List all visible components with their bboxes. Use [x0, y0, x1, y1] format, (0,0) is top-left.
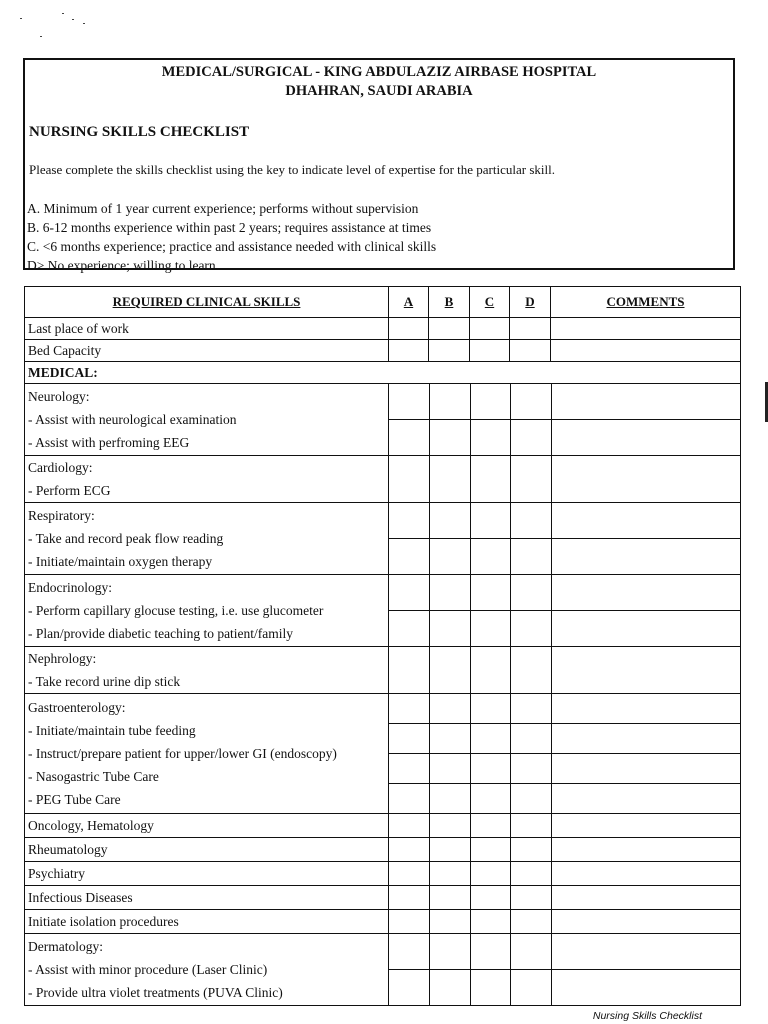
check-row [389, 724, 741, 754]
table-row [25, 318, 741, 340]
skill-item: - Provide ultra violet treatments (PUVA Clinic) [28, 985, 283, 1000]
top-row-0-level-a-checkbox[interactable] [389, 318, 429, 340]
category-row [25, 886, 741, 910]
category-cell [25, 456, 389, 503]
comments-cell[interactable] [551, 539, 741, 575]
level-c-checkbox[interactable] [470, 886, 510, 909]
level-d-checkbox[interactable] [510, 784, 551, 814]
level-a-checkbox[interactable] [389, 611, 429, 647]
top-row-1-level-d-checkbox[interactable] [510, 340, 551, 362]
category-checks-cell [389, 384, 741, 456]
category-cell [25, 384, 389, 456]
skills-table-body [25, 318, 741, 1006]
scan-speck [72, 19, 74, 20]
level-a-checkbox[interactable] [389, 814, 429, 837]
category-cell [25, 814, 389, 838]
level-c-checkbox[interactable] [470, 862, 510, 885]
category-checks-cell [389, 886, 741, 910]
category-cell [25, 934, 389, 1006]
scan-speck [20, 18, 22, 19]
category-row [25, 503, 741, 575]
scan-speck [40, 36, 42, 37]
level-a-checkbox[interactable] [389, 503, 429, 539]
check-row [389, 814, 741, 837]
section-row [25, 362, 741, 384]
level-c-checkbox[interactable] [470, 539, 510, 575]
category-title: Neurology: [28, 389, 90, 404]
skill-item: - Assist with neurological examination [28, 412, 237, 427]
level-c-checkbox[interactable] [470, 420, 510, 456]
check-row [389, 611, 741, 647]
level-d-checkbox[interactable] [510, 886, 551, 909]
comments-cell[interactable] [551, 886, 741, 909]
category-cell [25, 862, 389, 886]
col-header-d: D [510, 287, 551, 318]
level-a-checkbox[interactable] [389, 754, 429, 784]
category-title: Oncology, Hematology [28, 818, 154, 833]
category-checks-cell [389, 456, 741, 503]
category-row [25, 814, 741, 838]
skill-item: - Initiate/maintain tube feeding [28, 723, 196, 738]
key-item-c: C. <6 months experience; practice and assistance needed with clinical skills [27, 239, 437, 254]
comments-cell[interactable] [551, 970, 741, 1006]
category-checks-cell [389, 694, 741, 814]
level-c-checkbox[interactable] [470, 784, 510, 814]
top-row-1-comments-cell[interactable] [551, 340, 741, 362]
category-row [25, 862, 741, 886]
skill-item: - Initiate/maintain oxygen therapy [28, 554, 213, 569]
category-row [25, 694, 741, 814]
category-cell [25, 647, 389, 694]
level-c-checkbox[interactable] [470, 456, 510, 502]
category-checks-cell [389, 814, 741, 838]
category-title: Gastroenterology: [28, 700, 126, 715]
category-title: Respiratory: [28, 508, 95, 523]
level-b-checkbox[interactable] [429, 503, 470, 539]
level-d-checkbox[interactable] [510, 420, 551, 456]
level-a-checkbox[interactable] [389, 647, 429, 693]
category-row [25, 384, 741, 456]
category-cell [25, 503, 389, 575]
level-b-checkbox[interactable] [429, 886, 470, 909]
level-d-checkbox[interactable] [510, 575, 551, 611]
check-row [389, 910, 741, 933]
comments-cell[interactable] [551, 575, 741, 611]
table-header-row [25, 287, 741, 318]
level-a-checkbox[interactable] [389, 838, 429, 861]
category-title: Rheumatology [28, 842, 108, 857]
level-a-checkbox[interactable] [389, 456, 429, 502]
level-d-checkbox[interactable] [510, 539, 551, 575]
category-checks-cell [389, 910, 741, 934]
level-c-checkbox[interactable] [470, 647, 510, 693]
check-row [389, 420, 741, 456]
comments-cell[interactable] [551, 694, 741, 724]
comments-cell[interactable] [551, 814, 741, 837]
check-row [389, 539, 741, 575]
level-d-checkbox[interactable] [510, 754, 551, 784]
level-b-checkbox[interactable] [429, 754, 470, 784]
comments-cell[interactable] [551, 784, 741, 814]
key-item-a: A. Minimum of 1 year current experience; performs without supervision [27, 201, 419, 216]
top-row-1-level-c-checkbox[interactable] [470, 340, 510, 362]
skill-label: Bed Capacity [25, 340, 389, 362]
level-a-checkbox[interactable] [389, 934, 429, 970]
check-row [389, 970, 741, 1006]
level-b-checkbox[interactable] [429, 838, 470, 861]
check-row [389, 575, 741, 611]
hospital-title: MEDICAL/SURGICAL - KING ABDULAZIZ AIRBASE HOSPITAL [161, 64, 597, 80]
category-title: Infectious Diseases [28, 890, 133, 905]
level-d-checkbox[interactable] [510, 611, 551, 647]
level-d-checkbox[interactable] [510, 838, 551, 861]
level-b-checkbox[interactable] [429, 934, 470, 970]
form-header-box [23, 58, 735, 273]
level-c-checkbox[interactable] [470, 611, 510, 647]
category-title: Endocrinology: [28, 580, 112, 595]
level-d-checkbox[interactable] [510, 694, 551, 724]
level-a-checkbox[interactable] [389, 384, 429, 420]
category-row [25, 838, 741, 862]
level-d-checkbox[interactable] [510, 910, 551, 933]
level-b-checkbox[interactable] [429, 724, 470, 754]
level-c-checkbox[interactable] [470, 575, 510, 611]
skills-table [24, 286, 741, 1006]
category-title: Cardiology: [28, 460, 93, 475]
check-row [389, 694, 741, 724]
section-heading-medical: MEDICAL: [25, 362, 741, 384]
comments-cell[interactable] [551, 647, 741, 693]
skill-item: - Take record urine dip stick [28, 674, 181, 689]
col-header-a: A [389, 287, 429, 318]
check-row [389, 784, 741, 814]
level-b-checkbox[interactable] [429, 862, 470, 885]
level-c-checkbox[interactable] [470, 754, 510, 784]
level-a-checkbox[interactable] [389, 539, 429, 575]
comments-cell[interactable] [551, 934, 741, 970]
level-a-checkbox[interactable] [389, 575, 429, 611]
level-c-checkbox[interactable] [470, 970, 510, 1006]
category-cell [25, 838, 389, 862]
check-row [389, 838, 741, 861]
top-row-0-level-b-checkbox[interactable] [429, 318, 470, 340]
level-b-checkbox[interactable] [429, 784, 470, 814]
comments-cell[interactable] [551, 503, 741, 539]
category-title: Initiate isolation procedures [28, 914, 179, 929]
category-checks-cell [389, 862, 741, 886]
level-d-checkbox[interactable] [510, 862, 551, 885]
level-c-checkbox[interactable] [470, 814, 510, 837]
level-d-checkbox[interactable] [510, 814, 551, 837]
skill-item: - Perform ECG [28, 483, 111, 498]
check-row [389, 934, 741, 970]
level-c-checkbox[interactable] [470, 838, 510, 861]
category-checks-cell [389, 647, 741, 694]
level-d-checkbox[interactable] [510, 724, 551, 754]
skill-item: - Instruct/prepare patient for upper/lower GI (endoscopy) [28, 746, 337, 761]
level-d-checkbox[interactable] [510, 647, 551, 693]
category-checks-cell [389, 575, 741, 647]
level-b-checkbox[interactable] [429, 647, 470, 693]
skill-item: - Assist with perfroming EEG [28, 435, 190, 450]
category-title: Nephrology: [28, 651, 97, 666]
skill-item: - Nasogastric Tube Care [28, 769, 159, 784]
category-cell [25, 910, 389, 934]
level-c-checkbox[interactable] [470, 694, 510, 724]
level-b-checkbox[interactable] [429, 539, 470, 575]
level-b-checkbox[interactable] [429, 384, 470, 420]
col-header-comments: COMMENTS [551, 287, 741, 318]
level-a-checkbox[interactable] [389, 420, 429, 456]
level-b-checkbox[interactable] [429, 420, 470, 456]
footer-label: Nursing Skills Checklist [592, 1010, 702, 1022]
level-d-checkbox[interactable] [510, 503, 551, 539]
category-row [25, 910, 741, 934]
level-d-checkbox[interactable] [510, 384, 551, 420]
top-row-0-level-d-checkbox[interactable] [510, 318, 551, 340]
col-header-skills: REQUIRED CLINICAL SKILLS [25, 287, 389, 318]
level-a-checkbox[interactable] [389, 784, 429, 814]
col-header-c: C [470, 287, 510, 318]
level-b-checkbox[interactable] [429, 611, 470, 647]
level-b-checkbox[interactable] [429, 814, 470, 837]
check-row [389, 754, 741, 784]
level-a-checkbox[interactable] [389, 970, 429, 1006]
check-row [389, 862, 741, 885]
scan-speck [62, 13, 64, 14]
category-row [25, 647, 741, 694]
category-checks-cell [389, 838, 741, 862]
checklist-title: NURSING SKILLS CHECKLIST [29, 124, 250, 140]
category-cell [25, 886, 389, 910]
top-row-0-comments-cell[interactable] [551, 318, 741, 340]
check-row [389, 886, 741, 909]
key-item-d: D> No experience; willing to learn [27, 258, 216, 273]
level-d-checkbox[interactable] [510, 456, 551, 502]
top-row-1-level-a-checkbox[interactable] [389, 340, 429, 362]
instructions-text: Please complete the skills checklist using the key to indicate level of expertise for the particular skill. [29, 162, 555, 177]
col-header-b: B [429, 287, 470, 318]
comments-cell[interactable] [551, 611, 741, 647]
level-c-checkbox[interactable] [470, 934, 510, 970]
check-row [389, 456, 741, 502]
expertise-key-list [27, 199, 436, 275]
level-b-checkbox[interactable] [429, 970, 470, 1006]
comments-cell[interactable] [551, 754, 741, 784]
level-b-checkbox[interactable] [429, 456, 470, 502]
category-cell [25, 694, 389, 814]
category-row [25, 456, 741, 503]
comments-cell[interactable] [551, 724, 741, 754]
level-c-checkbox[interactable] [470, 503, 510, 539]
skill-item: - Perform capillary glocuse testing, i.e. use glucometer [28, 603, 324, 618]
level-d-checkbox[interactable] [510, 934, 551, 970]
table-row [25, 340, 741, 362]
level-c-checkbox[interactable] [470, 384, 510, 420]
level-a-checkbox[interactable] [389, 862, 429, 885]
category-title: Dermatology: [28, 939, 103, 954]
level-d-checkbox[interactable] [510, 970, 551, 1006]
top-row-0-level-c-checkbox[interactable] [470, 318, 510, 340]
key-item-b: B. 6-12 months experience within past 2 years; requires assistance at times [27, 220, 432, 235]
skill-label: Last place of work [25, 318, 389, 340]
comments-cell[interactable] [551, 910, 741, 933]
category-row [25, 575, 741, 647]
check-row [389, 384, 741, 420]
comments-cell[interactable] [551, 862, 741, 885]
level-a-checkbox[interactable] [389, 886, 429, 909]
level-b-checkbox[interactable] [429, 575, 470, 611]
level-b-checkbox[interactable] [429, 694, 470, 724]
category-cell [25, 575, 389, 647]
category-title: Psychiatry [28, 866, 85, 881]
comments-cell[interactable] [551, 456, 741, 502]
top-row-1-level-b-checkbox[interactable] [429, 340, 470, 362]
skill-item: - Assist with minor procedure (Laser Clinic) [28, 962, 268, 977]
level-a-checkbox[interactable] [389, 910, 429, 933]
skill-item: - PEG Tube Care [28, 792, 121, 807]
skill-item: - Take and record peak flow reading [28, 531, 224, 546]
level-a-checkbox[interactable] [389, 724, 429, 754]
category-checks-cell [389, 934, 741, 1006]
check-row [389, 647, 741, 693]
hospital-location: DHAHRAN, SAUDI ARABIA [285, 83, 473, 99]
level-a-checkbox[interactable] [389, 694, 429, 724]
category-checks-cell [389, 503, 741, 575]
scan-speck [83, 23, 85, 24]
comments-cell[interactable] [551, 838, 741, 861]
comments-cell[interactable] [551, 420, 741, 456]
check-row [389, 503, 741, 539]
level-b-checkbox[interactable] [429, 910, 470, 933]
skill-item: - Plan/provide diabetic teaching to patient/family [28, 626, 294, 641]
level-c-checkbox[interactable] [470, 910, 510, 933]
level-c-checkbox[interactable] [470, 724, 510, 754]
comments-cell[interactable] [551, 384, 741, 420]
category-row [25, 934, 741, 1006]
